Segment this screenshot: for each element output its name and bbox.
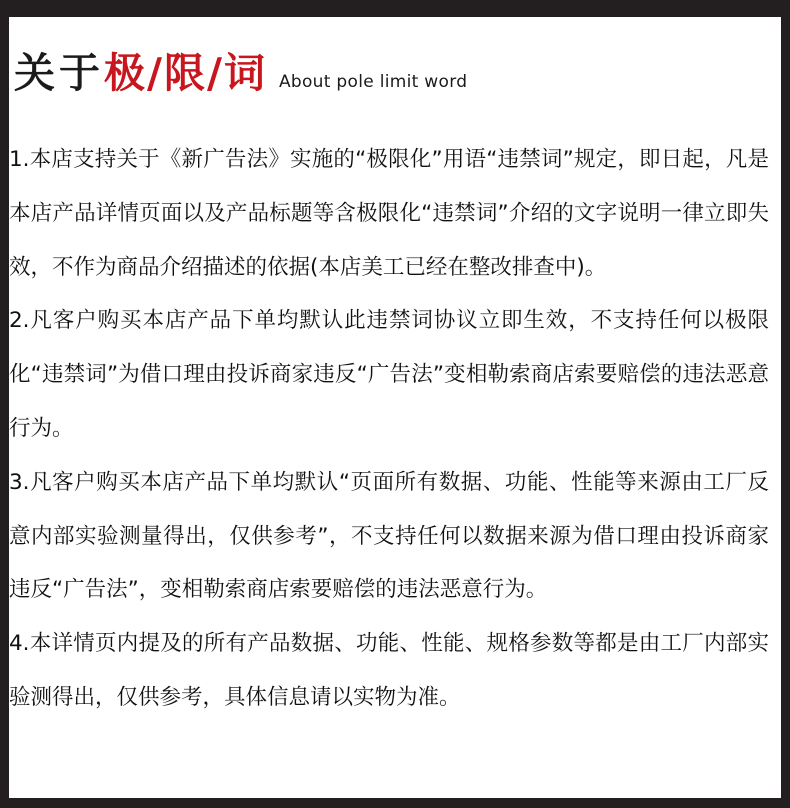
title-prefix: 关于 [14, 49, 104, 97]
paragraph-4: 4.本详情页内提及的所有产品数据、功能、性能、规格参数等都是由工厂内部实验测得出，仅供参考，具体信息请以实物为准。 [9, 631, 769, 710]
paragraph-3: 3.凡客户购买本店产品下单均默认“页面所有数据、功能、性能等来源由工厂反意内部实验测量得出，仅供参考”，不支持任何以数据来源为借口理由投诉商家违反“广告法”，变相勒索商店索要赔偿的违法恶意行为。 [9, 469, 769, 603]
page-title [14, 40, 467, 96]
paragraph-1: 1.本店支持关于《新广告法》实施的“极限化”用语“违禁词”规定，即日起，凡是本店产品详情页面以及产品标题等含极限化“违禁词”介绍的文字说明一律立即失效，不作为商品介绍描述的依据(本店美工已经在整改排查中)。 [9, 147, 769, 280]
title-subtitle: About pole limit word [278, 72, 468, 92]
title-accent: 极/限/词 [104, 49, 267, 97]
notice-body [9, 133, 769, 725]
paragraph-2: 2.凡客户购买本店产品下单均默认此违禁词协议立即生效，不支持任何以极限化“违禁词”为借口理由投诉商家违反“广告法”变相勒索商店索要赔偿的违法恶意行为。 [9, 308, 769, 441]
